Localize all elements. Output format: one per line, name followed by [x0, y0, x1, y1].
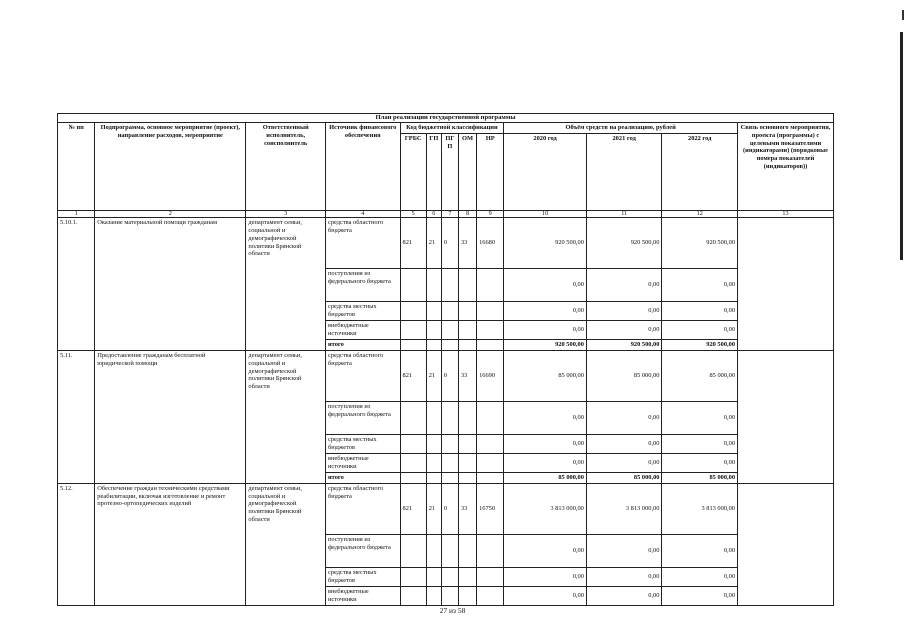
column-number: 10 — [504, 211, 587, 218]
item-name: Оказание материальной помощи гражданам — [95, 218, 246, 351]
code-nr: 16690 — [477, 351, 504, 402]
amount-2021: 3 813 000,00 — [586, 483, 662, 534]
code-cell — [441, 269, 458, 302]
code-cell — [400, 340, 426, 351]
code-cell — [441, 567, 458, 586]
code-cell — [426, 586, 441, 605]
header-om: ОМ — [458, 134, 476, 211]
table-caption-row — [58, 114, 834, 123]
code-cell — [400, 567, 426, 586]
code-cell — [400, 321, 426, 340]
source-local: средства местных бюджетов — [325, 302, 400, 321]
code-cell — [400, 454, 426, 473]
amount-2022: 85 000,00 — [662, 351, 738, 402]
code-cell — [458, 321, 476, 340]
amount-2020: 0,00 — [504, 435, 587, 454]
header-subprogram: Подпрограмма, основное мероприятие (проект), направление расходов, мероприятие — [95, 123, 246, 211]
source-federal: поступления из федерального бюджета — [325, 402, 400, 435]
item-name: Предоставление гражданам бесплатной юридической помощи — [95, 351, 246, 484]
code-cell — [426, 534, 441, 567]
amount-2022: 0,00 — [662, 567, 738, 586]
total-2021: 85 000,00 — [586, 473, 662, 484]
amount-2022: 0,00 — [662, 321, 738, 340]
amount-2022: 3 813 000,00 — [662, 483, 738, 534]
header-grbs: ГРБС — [400, 134, 426, 211]
amount-2022: 0,00 — [662, 454, 738, 473]
amount-2021: 85 000,00 — [586, 351, 662, 402]
code-grbs: 821 — [400, 351, 426, 402]
column-number: 1 — [58, 211, 95, 218]
code-gp: 21 — [426, 351, 441, 402]
header-num: № пп — [58, 123, 95, 211]
amount-2020: 85 000,00 — [504, 351, 587, 402]
amount-2022: 0,00 — [662, 302, 738, 321]
code-cell — [458, 534, 476, 567]
column-number: 13 — [738, 211, 834, 218]
header-volume: Объём средств на реализацию, рублей — [504, 123, 738, 134]
scan-edge-mark — [902, 10, 904, 20]
code-grbs: 821 — [400, 483, 426, 534]
item-executor: департамент семьи, социальной и демографической политики Брянской области — [246, 483, 326, 605]
code-cell — [400, 435, 426, 454]
item-number: 5.12. — [58, 483, 95, 605]
table-row-regional — [58, 351, 834, 402]
table-row-regional — [58, 483, 834, 534]
total-2020: 85 000,00 — [504, 473, 587, 484]
column-number: 12 — [662, 211, 738, 218]
code-cell — [441, 340, 458, 351]
header-2022: 2022 год — [662, 134, 738, 211]
code-cell — [458, 402, 476, 435]
amount-2021: 920 500,00 — [586, 218, 662, 269]
header-gp: ГП — [426, 134, 441, 211]
column-number: 6 — [426, 211, 441, 218]
column-number: 4 — [325, 211, 400, 218]
code-cell — [441, 402, 458, 435]
total-2022: 920 500,00 — [662, 340, 738, 351]
item-link — [738, 483, 834, 605]
code-cell — [477, 473, 504, 484]
code-cell — [477, 302, 504, 321]
total-2021: 920 500,00 — [586, 340, 662, 351]
amount-2021: 0,00 — [586, 586, 662, 605]
header-row-1 — [58, 123, 834, 134]
code-cell — [477, 321, 504, 340]
code-om: 33 — [458, 218, 476, 269]
amount-2021: 0,00 — [586, 435, 662, 454]
amount-2020: 0,00 — [504, 534, 587, 567]
column-number: 8 — [458, 211, 476, 218]
total-2020: 920 500,00 — [504, 340, 587, 351]
code-gp: 21 — [426, 218, 441, 269]
amount-2022: 0,00 — [662, 534, 738, 567]
code-cell — [458, 567, 476, 586]
code-cell — [426, 567, 441, 586]
amount-2020: 0,00 — [504, 402, 587, 435]
source-regional: средства областного бюджета — [325, 483, 400, 534]
header-2021: 2021 год — [586, 134, 662, 211]
source-federal: поступления из федерального бюджета — [325, 534, 400, 567]
code-cell — [458, 269, 476, 302]
code-cell — [426, 302, 441, 321]
code-cell — [441, 473, 458, 484]
amount-2021: 0,00 — [586, 402, 662, 435]
code-gp: 21 — [426, 483, 441, 534]
code-cell — [477, 534, 504, 567]
code-cell — [441, 586, 458, 605]
amount-2021: 0,00 — [586, 269, 662, 302]
code-cell — [458, 473, 476, 484]
code-cell — [441, 321, 458, 340]
code-cell — [477, 402, 504, 435]
item-name: Обеспечение граждан техническими средствами реабилитации, включая изготовление и ремонт протезно-ортопедических изделий — [95, 483, 246, 605]
amount-2022: 0,00 — [662, 586, 738, 605]
header-source: Источник финансового обеспечения — [325, 123, 400, 211]
source-local: средства местных бюджетов — [325, 435, 400, 454]
code-cell — [441, 435, 458, 454]
item-number: 5.10.1. — [58, 218, 95, 351]
source-extra: внебюджетные источники — [325, 586, 400, 605]
amount-2021: 0,00 — [586, 302, 662, 321]
amount-2021: 0,00 — [586, 567, 662, 586]
code-cell — [477, 269, 504, 302]
item-link — [738, 351, 834, 484]
amount-2021: 0,00 — [586, 321, 662, 340]
total-2022: 85 000,00 — [662, 473, 738, 484]
code-cell — [426, 473, 441, 484]
amount-2020: 0,00 — [504, 321, 587, 340]
code-cell — [441, 534, 458, 567]
item-number: 5.11. — [58, 351, 95, 484]
source-regional: средства областного бюджета — [325, 218, 400, 269]
code-cell — [400, 473, 426, 484]
code-cell — [477, 454, 504, 473]
code-nr: 16680 — [477, 218, 504, 269]
code-cell — [458, 340, 476, 351]
code-cell — [426, 454, 441, 473]
source-local: средства местных бюджетов — [325, 567, 400, 586]
amount-2020: 0,00 — [504, 302, 587, 321]
amount-2022: 0,00 — [662, 269, 738, 302]
amount-2020: 0,00 — [504, 586, 587, 605]
code-cell — [426, 340, 441, 351]
program-plan-table — [57, 113, 834, 606]
scan-edge-bar — [900, 32, 903, 260]
amount-2020: 0,00 — [504, 269, 587, 302]
item-executor: департамент семьи, социальной и демографической политики Брянской области — [246, 351, 326, 484]
code-cell — [477, 586, 504, 605]
code-cell — [426, 402, 441, 435]
code-grbs: 821 — [400, 218, 426, 269]
code-om: 33 — [458, 351, 476, 402]
amount-2020: 0,00 — [504, 454, 587, 473]
code-cell — [400, 269, 426, 302]
code-cell — [441, 302, 458, 321]
table-row-regional — [58, 218, 834, 269]
code-cell — [458, 302, 476, 321]
code-pgp: 0 — [441, 351, 458, 402]
amount-2022: 0,00 — [662, 435, 738, 454]
source-regional: средства областного бюджета — [325, 351, 400, 402]
amount-2020: 3 813 000,00 — [504, 483, 587, 534]
amount-2021: 0,00 — [586, 534, 662, 567]
code-cell — [458, 586, 476, 605]
source-federal: поступления из федерального бюджета — [325, 269, 400, 302]
code-cell — [458, 454, 476, 473]
header-executor: Ответственный исполнитель, соисполнитель — [246, 123, 326, 211]
header-pgp: ПГП — [441, 134, 458, 211]
code-cell — [458, 435, 476, 454]
column-number-row — [58, 211, 834, 218]
table-caption: План реализации государственной программы — [58, 114, 834, 123]
amount-2021: 0,00 — [586, 454, 662, 473]
column-number: 11 — [586, 211, 662, 218]
amount-2020: 0,00 — [504, 567, 587, 586]
code-pgp: 0 — [441, 218, 458, 269]
code-cell — [426, 321, 441, 340]
code-cell — [400, 534, 426, 567]
code-pgp: 0 — [441, 483, 458, 534]
column-number: 3 — [246, 211, 326, 218]
column-number: 9 — [477, 211, 504, 218]
source-extra: внебюджетные источники — [325, 454, 400, 473]
code-cell — [400, 402, 426, 435]
column-number: 5 — [400, 211, 426, 218]
item-executor: департамент семьи, социальной и демографической политики Брянской области — [246, 218, 326, 351]
header-2020: 2020 год — [504, 134, 587, 211]
source-total: итого — [325, 473, 400, 484]
code-cell — [426, 269, 441, 302]
code-cell — [400, 302, 426, 321]
code-cell — [477, 567, 504, 586]
code-om: 33 — [458, 483, 476, 534]
amount-2022: 0,00 — [662, 402, 738, 435]
code-cell — [477, 435, 504, 454]
amount-2020: 920 500,00 — [504, 218, 587, 269]
code-cell — [426, 435, 441, 454]
page-number: 27 из 58 — [439, 606, 466, 615]
header-link: Связь основного мероприятия, проекта (программы) с целевыми показателями (индикаторами) (порядковые номера показателей (индикаторов)) — [738, 123, 834, 211]
header-nr: НР — [477, 134, 504, 211]
item-link — [738, 218, 834, 351]
header-budget-code: Код бюджетной классификации — [400, 123, 504, 134]
source-total: итого — [325, 340, 400, 351]
column-number: 7 — [441, 211, 458, 218]
column-number: 2 — [95, 211, 246, 218]
code-cell — [441, 454, 458, 473]
code-nr: 16750 — [477, 483, 504, 534]
source-extra: внебюджетные источники — [325, 321, 400, 340]
code-cell — [477, 340, 504, 351]
amount-2022: 920 500,00 — [662, 218, 738, 269]
code-cell — [400, 586, 426, 605]
